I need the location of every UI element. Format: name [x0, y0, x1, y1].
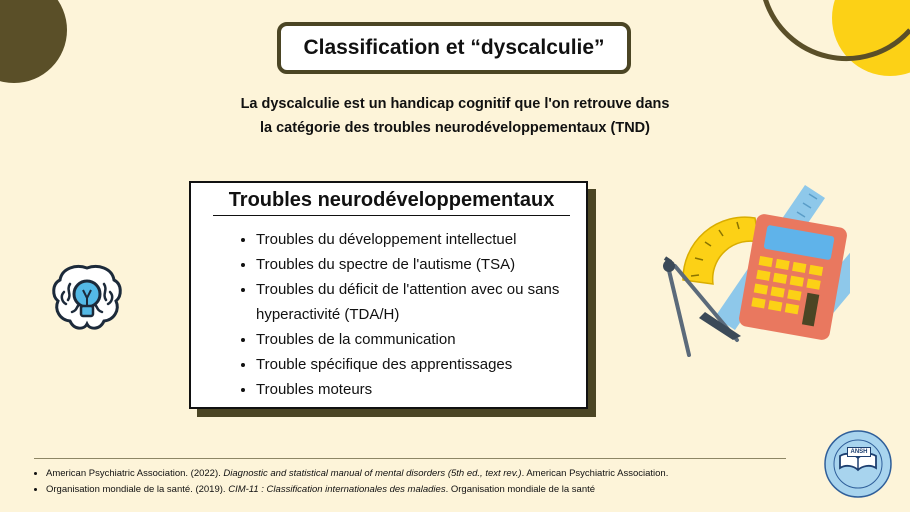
reference-item: • American Psychiatric Association. (2022). Diagnostic and statistical manual of mental disorders (5th ed., text rev.). American Psychiatric Association.	[46, 466, 806, 482]
list-item: • Troubles du développement intellectuel	[256, 227, 576, 252]
ansh-logo	[824, 430, 892, 498]
references-divider	[34, 458, 786, 459]
calculator-icon	[738, 213, 848, 341]
list-item: • Troubles du déficit de l'attention avec ou sans hyperactivité (TDA/H)	[256, 277, 576, 327]
list-item: • Trouble spécifique des apprentissages	[256, 352, 576, 377]
subtitle-line-1: La dyscalculie est un handicap cognitif que l'on retrouve dans	[240, 96, 670, 112]
list-item: • Troubles du spectre de l'autisme (TSA)	[256, 252, 576, 277]
reference-item: • Organisation mondiale de la santé. (2019). CIM-11 : Classification internationales des maladies. Organisation mondiale de la santé	[46, 482, 806, 498]
disorders-list	[234, 227, 576, 402]
subtitle-line-2: la catégorie des troubles neurodéveloppementaux (TND)	[260, 120, 650, 136]
references-list	[34, 466, 806, 498]
brain-icon	[50, 262, 124, 334]
disorders-card	[189, 181, 588, 409]
logo-label: ANSH	[847, 447, 871, 457]
math-tools-illustration	[655, 180, 850, 365]
list-item: • Troubles moteurs	[256, 377, 576, 402]
slide-title: Classification et “dyscalculie”	[277, 22, 631, 74]
subtitle	[160, 92, 750, 140]
book-logo-icon	[824, 430, 892, 498]
list-item: • Troubles de la communication	[256, 327, 576, 352]
card-title: Troubles neurodéveloppementaux	[213, 189, 570, 216]
olive-circle-decor	[0, 0, 67, 83]
